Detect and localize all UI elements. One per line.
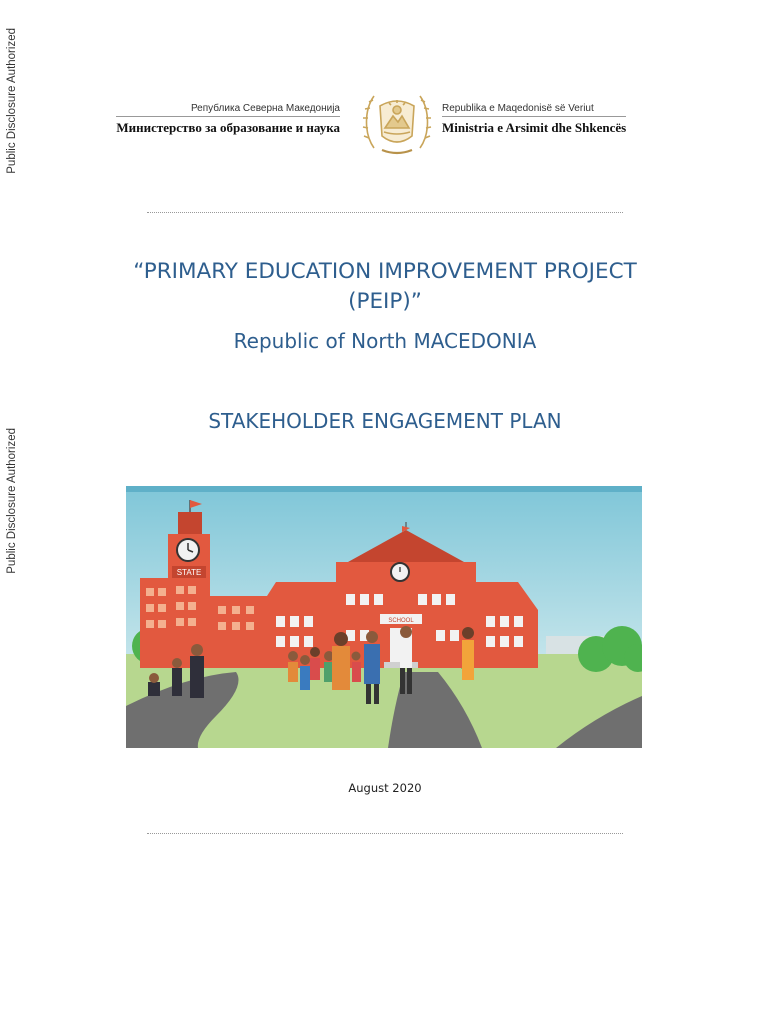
project-title-line1: “PRIMARY EDUCATION IMPROVEMENT PROJECT bbox=[133, 259, 637, 284]
document-date: August 2020 bbox=[348, 781, 422, 795]
divider-bottom bbox=[147, 833, 623, 834]
ministry-header bbox=[110, 86, 670, 158]
school-scene-image bbox=[126, 486, 642, 748]
school-illustration bbox=[126, 486, 642, 748]
header-right-ministry: Ministria e Arsimit dhe Shkencës bbox=[442, 120, 627, 135]
header-left-country: Република Северна Македонија bbox=[116, 103, 340, 117]
project-title-line2: (PEIP)” bbox=[348, 289, 422, 314]
state-sign: STATE bbox=[176, 568, 202, 577]
document-type-title: STAKEHOLDER ENGAGEMENT PLAN bbox=[208, 409, 562, 433]
country-title: Republic of North MACEDONIA bbox=[233, 329, 537, 353]
watermark-top: Public Disclosure Authorized bbox=[6, 28, 18, 174]
watermark-middle: Public Disclosure Authorized bbox=[6, 428, 18, 574]
header-right bbox=[442, 103, 626, 136]
school-sign: SCHOOL bbox=[388, 618, 414, 624]
project-title bbox=[80, 257, 690, 317]
divider-top bbox=[147, 212, 623, 213]
header-left-ministry: Министерство за образование и наука bbox=[116, 120, 340, 135]
coat-of-arms-icon bbox=[360, 86, 434, 158]
header-right-country: Republika e Maqedonisë së Veriut bbox=[442, 103, 626, 117]
header-left bbox=[116, 103, 340, 136]
